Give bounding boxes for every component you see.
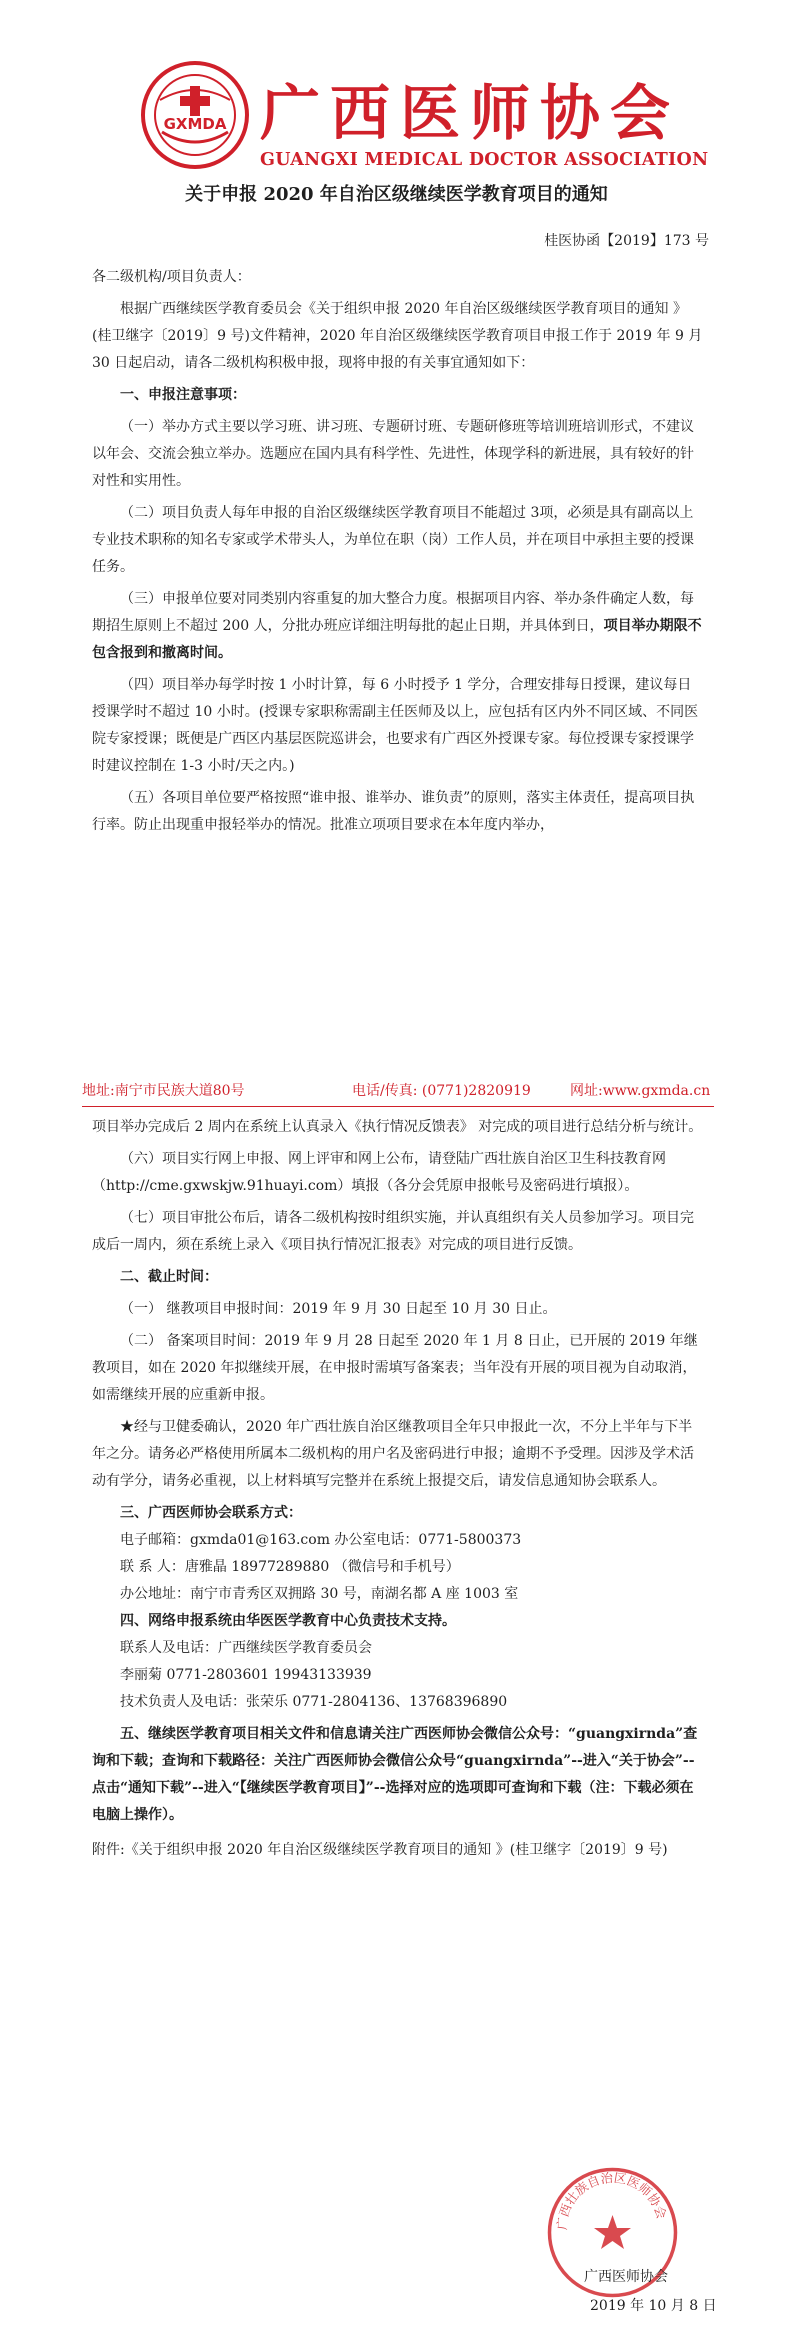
body-part-1 — [92, 264, 704, 844]
item-2-paragraph: （二）项目负责人每年申报的自治区级继续医学教育项目不能超过 3项，必须是具有副高以上专业技术职称的知名专家或学术带头人，为单位在职（岗）工作人员，并在项目中承担主要的授课任务。 — [92, 505, 694, 575]
signing-organization: 广西医师协会 — [584, 2269, 668, 2285]
item-3-paragraph — [92, 586, 704, 667]
tech-contact-li: 李丽菊 0771-2803601 19943133939 — [120, 1667, 372, 1683]
footer-website: 网址:www.gxmda.cn — [570, 1083, 711, 1099]
org-name-chinese: 广西医师协会 — [260, 79, 680, 149]
contact-block — [92, 1500, 704, 1716]
body-part-2 — [92, 1114, 704, 1869]
item-7-paragraph: （七）项目审批公布后，请各二级机构按时组织实施，并认真组织有关人员参加学习。项目完成后一周内，须在系统上录入《项目执行情况汇报表》对完成的项目进行反馈。 — [92, 1210, 694, 1253]
intro-paragraph: 根据广西继续医学教育委员会《关于组织申报 2020 年自治区级继续医学教育项目的通知 》(桂卫继字〔2019〕9 号)文件精神，2020 年自治区级继续医学教育项目申报工作于 2019 年 9 月 30 日起启动，请各二级机构积极申报，现将申报的有关事宜通知如下： — [92, 301, 703, 371]
section-3-heading: 三、广西医师协会联系方式： — [120, 1505, 302, 1521]
deadline-2: （二） 备案项目时间：2019 年 9 月 28 日起至 2020 年 1 月 8 日止，已开展的 2019 年继教项目，如在 2020 年拟继续开展，在申报时需填写备案表；当年没有开展的项目视为自动取消，如需继续开展的应重新申报。 — [92, 1333, 698, 1403]
contact-address: 办公地址：南宁市青秀区双拥路 30 号，南湖名都 A 座 1003 室 — [120, 1586, 519, 1602]
tech-contact-zhang: 技术负责人及电话：张荣乐 0771-2804136、13768396890 — [120, 1694, 508, 1710]
seal-star-icon — [594, 2215, 631, 2249]
footer-phone: 电话/传真: (0771)2820919 — [352, 1083, 531, 1099]
contact-person: 联 系 人：唐雅晶 18977289880 （微信号和手机号） — [120, 1559, 460, 1575]
item-3-text: （三）申报单位要对同类别内容重复的加大整合力度。根据项目内容、举办条件确定人数，每期招生原则上不超过 200 人，分批办班应详细注明每批的起止日期，并具体到日， — [92, 591, 694, 634]
signing-date: 2019 年 10 月 8 日 — [590, 2298, 717, 2314]
item-3-emphasis: 项目举办期限不包含报到和撤离时间。 — [92, 618, 702, 661]
item-5-continued: 项目举办完成后 2 周内在系统上认真录入《执行情况反馈表》 对完成的项目进行总结分析与统计。 — [92, 1119, 703, 1135]
org-name-english: GUANGXI MEDICAL DOCTOR ASSOCIATION — [260, 150, 709, 170]
contact-email-phone: 电子邮箱：gxmda01@163.com 办公室电话：0771-5800373 — [120, 1532, 522, 1548]
star-note: ★经与卫健委确认，2020 年广西壮族自治区继教项目全年只申报此一次，不分上半年与下半年之分。请务必严格使用所属本二级机构的用户名及密码进行申报；逾期不予受理。因涉及学术活动有学分，请务必重视，以上材料填写完整并在系统上报提交后，请发信息通知协会联系人。 — [92, 1419, 694, 1489]
salutation: 各二级机构/项目负责人： — [92, 269, 251, 285]
letterhead — [120, 40, 709, 170]
document-number: 桂医协函【2019】173 号 — [544, 233, 709, 249]
section-5-note: （注：下载必须在电脑上操作）。 — [92, 1780, 694, 1823]
section-1-heading: 一、申报注意事项： — [120, 387, 246, 403]
section-4-heading: 四、网络申报系统由华医医学教育中心负责技术支持。 — [120, 1613, 456, 1629]
item-5-paragraph: （五）各项目单位要严格按照“谁申报、谁举办、谁负责”的原则，落实主体责任，提高项目执行率。防止出现重申报轻举办的情况。批准立项项目要求在本年度内举办， — [92, 790, 695, 833]
tech-contact-label: 联系人及电话：广西继续医学教育委员会 — [120, 1640, 372, 1656]
item-1-paragraph: （一）举办方式主要以学习班、讲习班、专题研讨班、专题研修班等培训班培训形式，不建议以年会、交流会独立举办。选题应在国内具有科学性、先进性，体现学科的新进展，具有较好的针对性和实用性。 — [92, 419, 694, 489]
logo-text: GXMDA — [163, 115, 227, 133]
deadline-1: （一） 继教项目申报时间：2019 年 9 月 30 日起至 10 月 30 日止。 — [120, 1301, 557, 1317]
item-4-paragraph: （四）项目举办每学时按 1 小时计算，每 6 小时授予 1 学分，合理安排每日授课，建议每日授课学时不超过 10 小时。(授课专家职称需副主任医师及以上，应包括有区内外不同区域、不同医院专家授课；既便是广西区内基层医院巡讲会，也要求有广西区外授课专家。每位授课专家授课学时建议控制在 1-3 小时/天之内。) — [92, 677, 699, 774]
footer-address: 地址:南宁市民族大道80号 — [82, 1083, 245, 1099]
section-5-text: 五、继续医学教育项目相关文件和信息请关注广西医师协会微信公众号：“guangxirnda”查询和下载；查询和下载路径：关注广西医师协会微信公众号“guangxirnda”--进入“关于协会”--点击“通知下载”--进入“【继续医学教育项目】”--选择对应的选项即可查询和下载 — [92, 1726, 698, 1796]
attachment-note: 附件:《关于组织申报 2020 年自治区级继续医学教育项目的通知 》(桂卫继字〔2019〕9 号) — [92, 1842, 668, 1858]
item-6-paragraph: （六）项目实行网上申报、网上评审和网上公布，请登陆广西壮族自治区卫生科技教育网（http://cme.gxwskjw.91huayi.com）填报（各分会凭原申报帐号及密码进行填报）。 — [92, 1151, 666, 1194]
document-title: 关于申报 2020 年自治区级继续医学教育项目的通知 — [185, 184, 608, 205]
association-logo — [140, 60, 250, 170]
section-5-paragraph — [92, 1721, 704, 1829]
seal-arc-text: 广西壮族自治区医师协会 — [554, 2169, 670, 2231]
section-2-heading: 二、截止时间： — [120, 1269, 218, 1285]
letterhead-footer — [82, 1080, 714, 1107]
